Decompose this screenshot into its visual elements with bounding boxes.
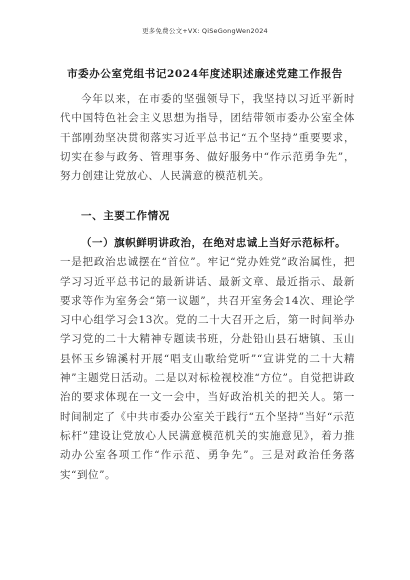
header-note: 更多免费公文+VX: QiSeGongWen2024: [142, 27, 268, 35]
section-content: [60, 234, 355, 485]
section-subheading: （一）旗帜鲜明讲政治，在绝对忠诚上当好示范标杆。: [81, 237, 347, 249]
section-heading: 一、主要工作情况: [81, 210, 170, 222]
document-title: 市委办公室党组书记2024年度述职述廉述党建工作报告: [67, 68, 343, 80]
section-body-paragraph: 一是把政治忠诚摆在“首位”。牢记“党办姓党”政治属性，把学习习近平总书记的最新讲话、最新文章、最近指示、最新要求等作为室务会“第一议题”，共召开室务会14次、理论学习中心组学习会13次。党的二十大召开之后，第一时间举办学习党的二十大精神专题读书班，分赴铅山县石塘镇、玉山县怀玉乡锦溪村开展“唱支山歌给党听”“宣讲党的二十大精神”主题党日活动。二是以对标检视校准“方位”。自觉把讲政治的要求体现在一文一会中，当好政治机关的把关人。第一时间制定了《中共市委办公室关于践行“五个坚持”当好“示范标杆”建设让党放心人民满意模范机关的实施意见》，着力推动办公室各项工作“作示范、勇争先”。三是对政治任务落实“到位”。: [60, 256, 355, 481]
intro-paragraph: 今年以来，在市委的坚强领导下，我坚持以习近平新时代中国特色社会主义思想为指导，团结带领市委办公室全体干部刚劲坚决贯彻落实习近平总书记“五个坚持”重要要求，切实在参与政务、管理事务、做好服务中“作示范勇争先”，努力创建让党放心、人民满意的模范机关。: [60, 93, 355, 183]
